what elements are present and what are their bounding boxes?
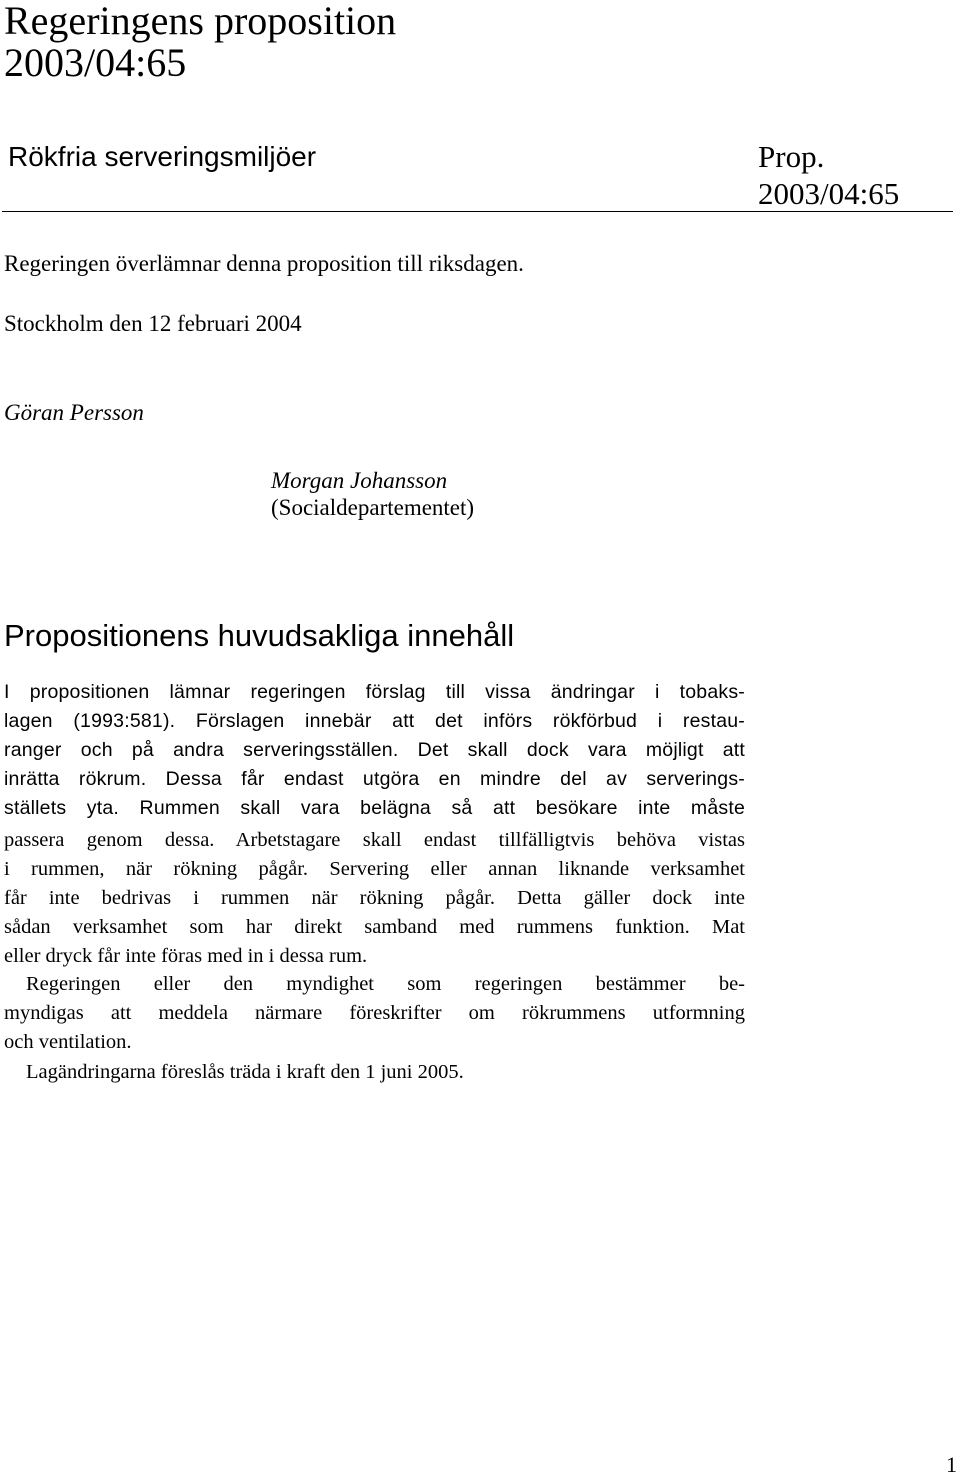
summary-line: sådan verksamhet som har direkt samband med rummens funktion. Mat: [4, 916, 745, 938]
summary-line: lagen (1993:581). Förslagen innebär att det införs rökförbud i restau-: [4, 710, 745, 732]
prime-minister-name: Göran Persson: [4, 400, 144, 425]
summary-line: får inte bedrivas i rummen när rökning pågår. Detta gäller dock inte: [4, 887, 745, 909]
summary-line: ranger och på andra serveringsställen. Det skall dock vara möjligt att: [4, 739, 745, 761]
summary-paragraph-2: [4, 826, 745, 971]
page-number: 1: [946, 1452, 957, 1477]
proposition-subject: Rökfria serveringsmiljöer: [8, 141, 317, 172]
summary-line: myndigas att meddela närmare föreskrifter om rökrummens utformning: [4, 1002, 745, 1024]
place-and-date: Stockholm den 12 februari 2004: [4, 311, 302, 336]
transmittal-text: Regeringen överlämnar denna proposition till riksdagen.: [4, 251, 524, 276]
proposition-reference: Prop. 2003/04:65: [758, 139, 900, 211]
summary-line: Regeringen eller den myndighet som regeringen bestämmer be-: [26, 973, 745, 995]
header-divider: [2, 211, 953, 212]
summary-line: ställets yta. Rummen skall vara belägna så att besökare inte måste: [4, 797, 745, 819]
summary-line: inrätta rökrum. Dessa får endast utgöra en mindre del av serverings-: [4, 768, 745, 790]
ministry-name: (Socialdepartementet): [271, 495, 475, 520]
summary-line: eller dryck får inte föras med in i dessa rum.: [4, 945, 368, 967]
summary-line: I propositionen lämnar regeringen förslag till vissa ändringar i tobaks-: [4, 681, 745, 703]
minister-name: Morgan Johansson: [271, 468, 448, 493]
document-title: Regeringens proposition 2003/04:65: [4, 0, 397, 85]
summary-paragraph-1: [4, 678, 745, 823]
summary-line: i rummen, när rökning pågår. Servering eller annan liknande verksamhet: [4, 858, 745, 880]
summary-heading: Propositionens huvudsakliga innehåll: [4, 618, 515, 653]
summary-line: passera genom dessa. Arbetstagare skall endast tillfälligtvis behöva vistas: [4, 829, 745, 851]
summary-paragraph-3: [4, 970, 745, 1057]
summary-paragraph-4: [4, 1058, 745, 1087]
summary-line: och ventilation.: [4, 1031, 132, 1053]
summary-line: Lagändringarna föreslås träda i kraft den 1 juni 2005.: [26, 1061, 464, 1083]
